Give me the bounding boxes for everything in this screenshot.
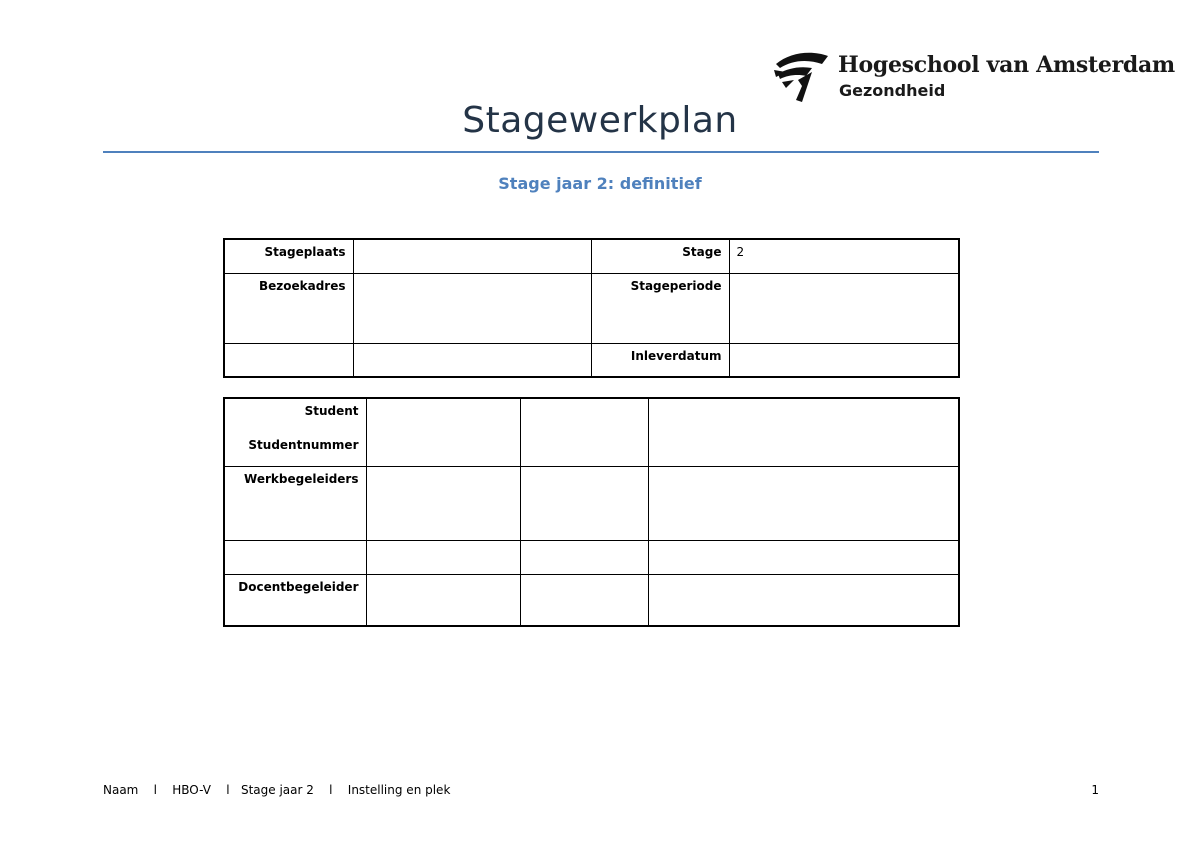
student-field[interactable] [366,398,520,466]
table-row [224,398,959,466]
page-number: 1 [1091,783,1099,797]
stageperiode-field[interactable] [729,273,959,343]
footer-naam: Naam [103,783,139,797]
table-row [224,574,959,626]
page-subtitle: Stage jaar 2: definitief [498,174,702,193]
docentbegeleider-label: Docentbegeleider [224,574,366,626]
table-row [224,540,959,574]
footer-separator: l [226,783,230,797]
stage-info-table [223,238,960,378]
stageplaats-label: Stageplaats [224,239,353,273]
table-row [224,343,959,377]
student-label: Student [304,404,359,418]
page-title: Stagewerkplan [462,100,738,141]
werkbegeleiders-label: Werkbegeleiders [224,466,366,540]
empty-cell[interactable] [224,343,353,377]
werkbegeleiders-field[interactable] [366,466,520,540]
hva-logo-icon [772,50,830,104]
stageplaats-field[interactable] [353,239,591,273]
inleverdatum-label: Inleverdatum [591,343,729,377]
stage-label: Stage [591,239,729,273]
student-label-cell [224,398,366,466]
inleverdatum-field[interactable] [729,343,959,377]
empty-cell[interactable] [648,540,959,574]
studentnummer-label: Studentnummer [248,438,359,452]
docentbegeleider-field[interactable] [366,574,520,626]
page-footer [103,783,1099,797]
table-row [224,466,959,540]
docentbegeleider-field[interactable] [520,574,648,626]
stage-field[interactable]: 2 [729,239,959,273]
empty-cell[interactable] [224,540,366,574]
student-field[interactable] [648,398,959,466]
bezoekadres-field[interactable] [353,273,591,343]
table-row [224,273,959,343]
footer-program: HBO-V [172,783,211,797]
logo-subtitle: Gezondheid [839,81,946,100]
footer-stage: Stage jaar 2 [240,783,314,797]
footer-separator: l [153,783,157,797]
people-table [223,397,960,627]
hva-logo [772,48,1175,108]
stageperiode-label: Stageperiode [591,273,729,343]
table-row [224,239,959,273]
docentbegeleider-field[interactable] [648,574,959,626]
bezoekadres-label: Bezoekadres [224,273,353,343]
werkbegeleiders-field[interactable] [520,466,648,540]
empty-cell[interactable] [520,540,648,574]
werkbegeleiders-field[interactable] [648,466,959,540]
logo-name: Hogeschool van Amsterdam [838,52,1175,78]
empty-cell[interactable] [353,343,591,377]
footer-instelling: Instelling en plek [347,783,451,797]
title-divider [103,151,1099,153]
footer-separator: l [329,783,333,797]
student-field[interactable] [520,398,648,466]
empty-cell[interactable] [366,540,520,574]
